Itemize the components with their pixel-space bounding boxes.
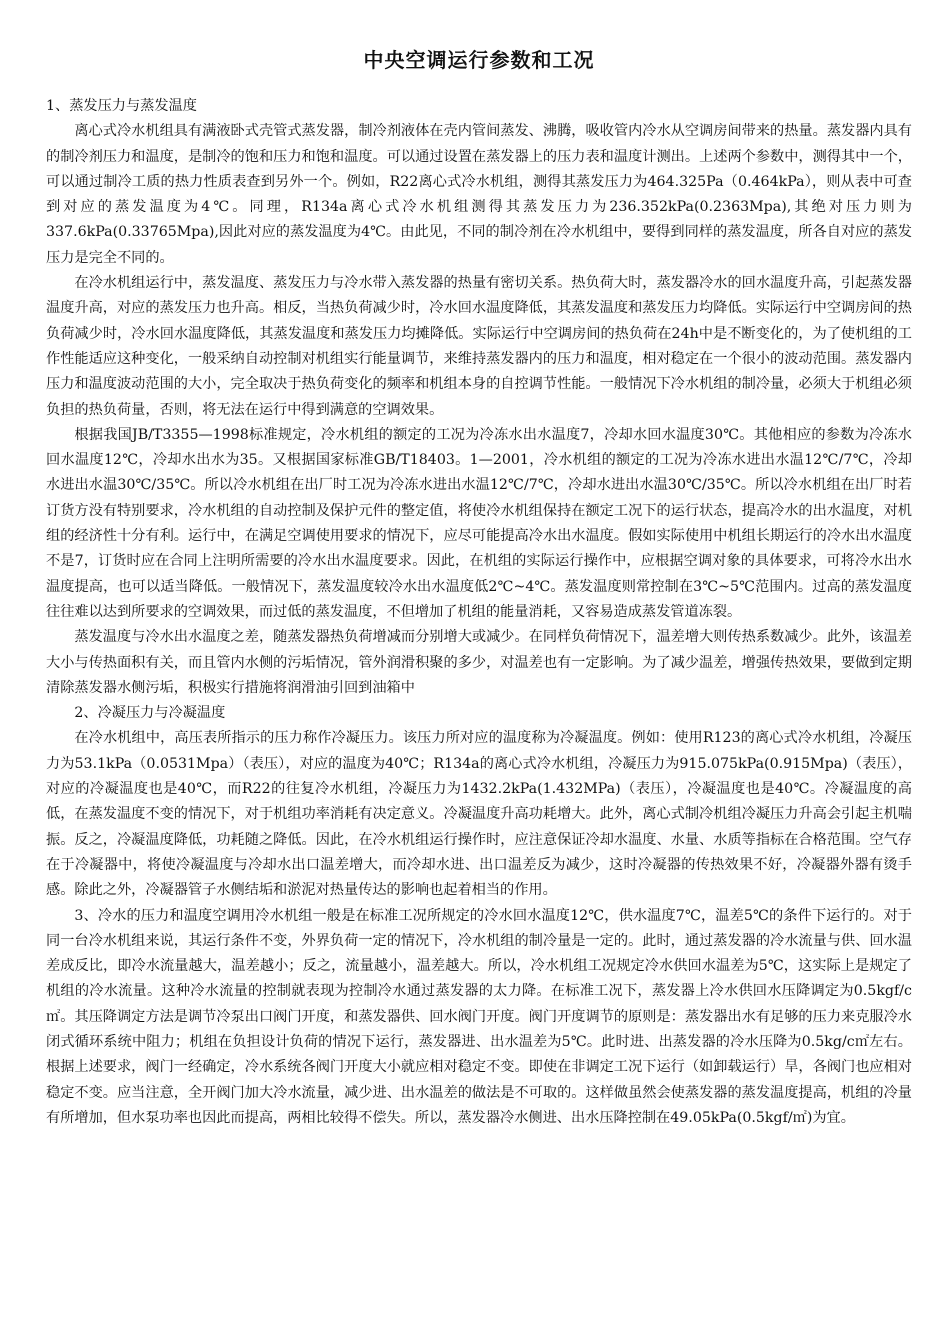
section-2-paragraph-1: 在冷水机组中，高压表所指示的压力称作冷凝压力。该压力所对应的温度称为冷凝温度。例如：使用R123的离心式冷水机组，冷凝压力为53.1kPa（0.0531Mpa）（表压），对应的温度为40℃；R134a的离心式冷水机组，冷凝压力为915.075kPa(0.915Mpa)（表压），对应的冷凝温度也是40℃，而R22的往复冷水机组，冷凝压力为1432.2kPa(1.432MPa)（表压），冷凝温度也是40℃。冷凝温度的高低，在蒸发温度不变的情况下，对于机组功率消耗有决定意义。冷凝温度升高功耗增大。此外，离心式制冷机组冷凝压力升高会引起主机喘振。反之，冷凝温度降低，功耗随之降低。因此，在冷水机组运行操作时，应注意保证冷却水温度、水量、水质等指标在合格范围。空气存在于冷凝器中，将使冷凝温度与冷却水出口温差增大，而冷却水进、出口温差反为减少，这时冷凝器的传热效果不好，冷凝器外器有烫手感。除此之外，冷凝器管子水侧结垢和淤泥对热量传达的影响也起着相当的作用。 bbox=[46, 730, 912, 899]
section-1-paragraph-1: 离心式冷水机组具有满液卧式壳管式蒸发器，制冷剂液体在壳内管间蒸发、沸腾，吸收管内冷水从空调房间带来的热量。蒸发器内具有的制冷剂压力和温度，是制冷的饱和压力和饱和温度。可以通过设置在蒸发器上的压力表和温度计测出。上述两个参数中，测得其中一个，可以通过制冷工质的热力性质表查到另外一个。例如，R22离心式冷水机组，测得其蒸发压力为464.325Pa（0.464kPa），则从表中可查到对应的蒸发温度为4℃。同理，R134a离心式冷水机组测得其蒸发压力为236.352kPa(0.2363Mpa),其绝对压力则为337.6kPa(0.33765Mpa),因此对应的蒸发温度为4℃。由此见，不同的制冷剂在冷水机组中，要得到同样的蒸发温度，所各自对应的蒸发压力是完全不同的。 bbox=[46, 123, 912, 266]
section-2-heading: 2、冷凝压力与冷凝温度 bbox=[74, 705, 226, 722]
document-title: 中央空调运行参数和工况 bbox=[363, 48, 595, 72]
section-1-paragraph-4: 蒸发温度与冷水出水温度之差，随蒸发器热负荷增减而分别增大或减少。在同样负荷情况下，温差增大则传热系数减少。此外，该温差大小与传热面积有关，而且管内水侧的污垢情况，管外润滑积聚的多少，对温差也有一定影响。为了减少温差，增强传热效果，要做到定期清除蒸发器水侧污垢，积极实行措施将润滑油引回到油箱中 bbox=[46, 629, 912, 696]
section-1-paragraph-2: 在冷水机组运行中，蒸发温度、蒸发压力与冷水带入蒸发器的热量有密切关系。热负荷大时，蒸发器冷水的回水温度升高，引起蒸发器温度升高，对应的蒸发压力也升高。相反，当热负荷减少时，冷水回水温度降低，其蒸发温度和蒸发压力均降低。实际运行中空调房间的热负荷减少时，冷水回水温度降低，其蒸发温度和蒸发压力均摊降低。实际运行中空调房间的热负荷在24h中是不断变化的，为了使机组的工作性能适应这种变化，一般采纳自动控制对机组实行能量调节，来维持蒸发器内的压力和温度，相对稳定在一个很小的波动范围。蒸发器内压力和温度波动范围的大小，完全取决于热负荷变化的频率和机组本身的自控调节性能。一般情况下冷水机组的制冷量，必须大于机组必须负担的热负荷量，否则，将无法在运行中得到满意的空调效果。 bbox=[46, 275, 912, 418]
section-1-paragraph-3: 根据我国JB/T3355—1998标准规定，冷水机组的额定的工况为冷冻水出水温度7，冷却水回水温度30℃。其他相应的参数为冷冻水回水温度12℃，冷却水出水为35。又根据国家标准GB/T18403。1—2001，冷水机组的额定的工况为冷冻水进出水温12℃/7℃，冷却水进出水温30℃/35℃。所以冷水机组在出厂时工况为冷冻水进出水温12℃/7℃，冷却水进出水温30℃/35℃。所以冷水机组在出厂时若订货方没有特别要求，冷水机组的自动控制及保护元件的整定值，将使冷水机组保持在额定工况下的运行状态，提高冷水的出水温度，对机组的经济性十分有利。运行中，在满足空调使用要求的情况下，应尽可能提高冷水出水温度。假如实际使用中机组长期运行的冷水出水温度不是7，订货时应在合同上注明所需要的冷水出水温度要求。因此，在机组的实际运行操作中，应根据空调对象的具体要求，可将冷水出水温度提高，也可以适当降低。一般情况下，蒸发温度较冷水出水温度低2℃~4℃。蒸发温度则常控制在3℃~5℃范围内。过高的蒸发温度往往难以达到所要求的空调效果，而过低的蒸发温度，不但增加了机组的能量消耗，又容易造成蒸发管道冻裂。 bbox=[46, 426, 912, 620]
section-1-heading: 1、蒸发压力与蒸发温度 bbox=[46, 98, 197, 114]
section-3-paragraph-1: 3、冷水的压力和温度空调用冷水机组一般是在标准工况所规定的冷水回水温度12℃，供水温度7℃，温差5℃的条件下运行的。对于同一台冷水机组来说，其运行条件不变，外界负荷一定的情况下，冷水机组的制冷量是一定的。此时，通过蒸发器的冷水流量与供、回水温差成反比，即冷水流量越大，温差越小；反之，流量越小，温差越大。所以，冷水机组工况规定冷水供回水温差为5℃，这实际上是规定了机组的冷水流量。这种冷水流量的控制就表现为控制冷水通过蒸发器的太力降。在标准工况下，蒸发器上冷水供回水压降调定为0.5kgf/c㎡。其压降调定方法是调节冷泵出口阀门开度，和蒸发器供、回水阀门开度。阀门开度调节的原则是：蒸发器出水有足够的压力来克服冷水闭式循环系统中阻力；机组在负担设计负荷的情况下运行，蒸发器进、出水温差为5℃。此时进、出蒸发器的冷水压降为0.5kg/c㎡左右。根据上述要求，阀门一经确定，冷水系统各阀门开度大小就应相对稳定不变。即使在非调定工况下运行（如卸载运行）旱，各阀门也应相对稳定不变。应当注意，全开阀门加大冷水流量，减少进、出水温差的做法是不可取的。这样做虽然会使蒸发器的蒸发温度提高，机组的冷量有所增加，但水泵功率也因此而提高，两相比较得不偿失。所以，蒸发器冷水侧进、出水压降控制在49.05kPa(0.5kgf/㎡)为宜。 bbox=[46, 907, 912, 1126]
